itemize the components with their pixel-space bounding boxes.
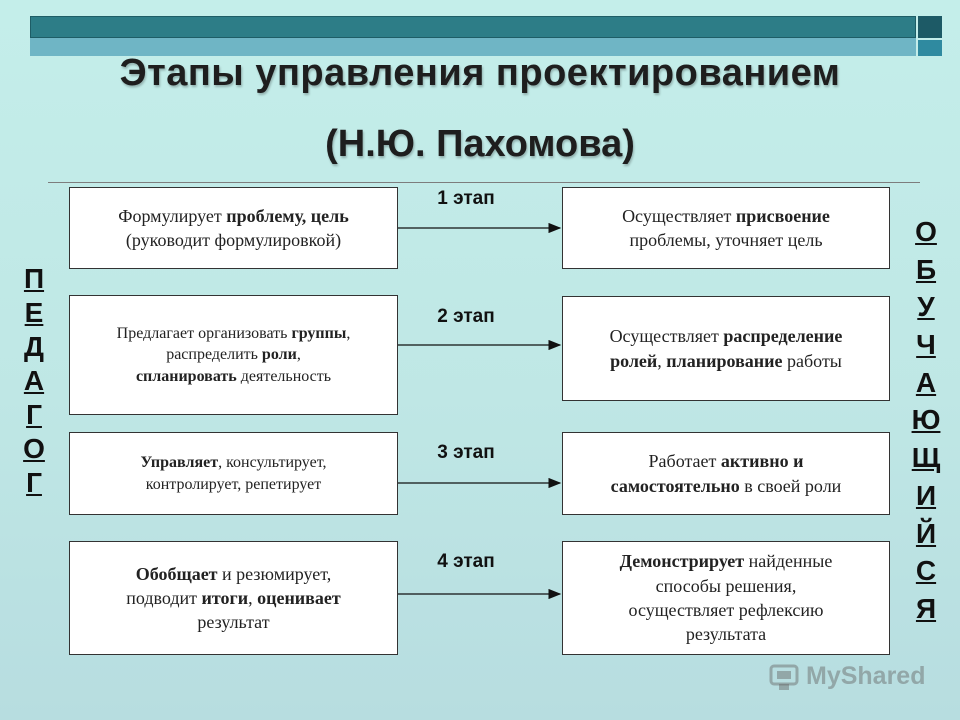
watermark-text: MyShared	[806, 661, 926, 690]
student-letter: У	[917, 291, 935, 323]
teacher-letter: Г	[26, 399, 42, 430]
top-bar-dark-stripe	[30, 16, 916, 38]
student-letter: И	[915, 479, 937, 511]
student-letter: Щ	[911, 442, 941, 474]
myshared-logo-icon	[768, 660, 802, 692]
vertical-label-teacher	[14, 262, 54, 500]
student-letter: С	[915, 555, 937, 587]
top-bar-square-dark	[918, 16, 942, 38]
watermark	[768, 656, 925, 696]
student-letter: Ч	[916, 329, 936, 361]
student-box-stage-3: Работает активно и самостоятельно в своей роли	[562, 432, 890, 515]
teacher-letter: А	[23, 365, 45, 396]
student-box-stage-4: Демонстрирует найденные способы решения, осуществляет рефлексию результата	[562, 541, 890, 655]
student-letter: О	[915, 216, 937, 247]
top-decor-bar	[30, 16, 942, 56]
student-letter: А	[915, 366, 937, 398]
stage-label-1: 1 этап	[437, 188, 495, 209]
student-letter: Й	[915, 517, 937, 549]
student-letter: Я	[915, 592, 937, 624]
student-letter: Б	[915, 253, 937, 285]
teacher-letter: О	[23, 433, 45, 464]
teacher-box-stage-3: Управляет, консультирует, контролирует, репетирует	[69, 432, 398, 515]
vertical-label-student	[906, 213, 946, 628]
stage-label-2: 2 этап	[437, 306, 495, 327]
student-box-stage-2: Осуществляет распределение ролей, планирование работы	[562, 296, 890, 401]
student-box-stage-1: Осуществляет присвоение проблемы, уточняет цель	[562, 187, 890, 269]
teacher-letter: Г	[26, 467, 42, 498]
teacher-box-stage-4: Обобщает и резюмирует, подводит итоги, оценивает результат	[69, 541, 398, 655]
stage-label-3: 3 этап	[437, 442, 495, 463]
teacher-box-stage-1: Формулирует проблему, цель (руководит формулировкой)	[69, 187, 398, 269]
title-divider	[48, 182, 920, 183]
teacher-letter: Е	[24, 297, 44, 328]
teacher-letter: П	[23, 263, 45, 294]
teacher-letter: Д	[24, 331, 44, 362]
slide-subtitle-author: (Н.Ю. Пахомова)	[325, 123, 635, 165]
teacher-box-stage-2: Предлагает организовать группы, распределить роли, спланировать деятельность	[69, 295, 398, 415]
student-letter: Ю	[911, 404, 941, 436]
stage-label-4: 4 этап	[437, 551, 495, 572]
slide-title: Этапы управления проектированием	[119, 52, 841, 94]
